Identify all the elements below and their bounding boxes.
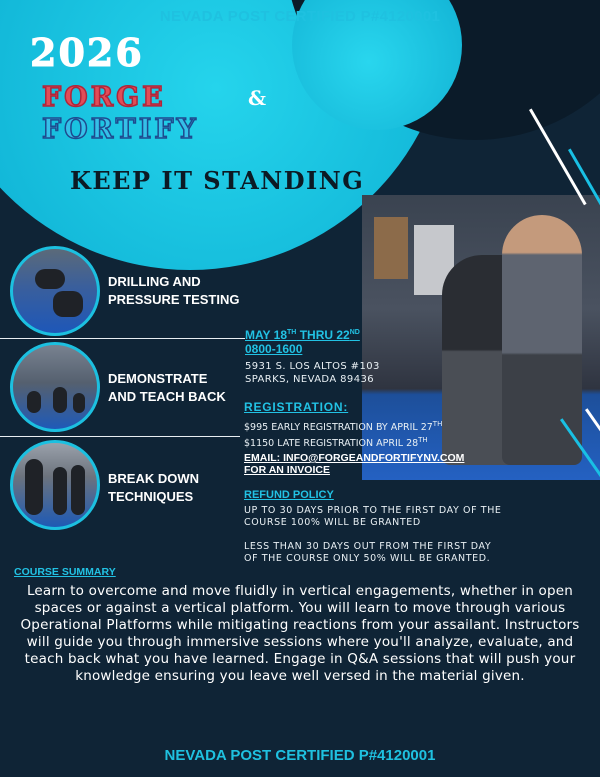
course-summary-heading: COURSE SUMMARY [14, 566, 116, 578]
photo-figure [53, 467, 67, 515]
event-dates [245, 328, 360, 356]
white-stripe-decoration [529, 109, 587, 206]
photo-figure [73, 393, 85, 413]
photo-figure [53, 291, 83, 317]
bottom-certification: NEVADA POST CERTIFIED P#4120001 [164, 747, 436, 764]
feature-break-down [108, 470, 199, 506]
event-time: 0800-1600 [245, 342, 303, 356]
feature-line: PRESSURE TESTING [108, 292, 240, 307]
photo-figure [35, 269, 65, 289]
tagline: KEEP IT STANDING [70, 166, 365, 195]
refund-policy-full: UP TO 30 DAYS PRIOR TO THE FIRST DAY OF THE COURSE 100% WILL BE GRANTED [244, 505, 502, 528]
registration-heading: REGISTRATION: [244, 400, 349, 414]
demonstrate-photo [10, 342, 100, 432]
photo-figure [71, 465, 85, 515]
refund-policy-partial: LESS THAN 30 DAYS OUT FROM THE FIRST DAY OF THE COURSE ONLY 50% WILL BE GRANTED. [244, 541, 492, 564]
break-down-photo [10, 440, 100, 530]
title-year: 2026 [30, 30, 144, 75]
photo-wall-panel [374, 217, 408, 279]
feature-line: DEMONSTRATE [108, 371, 208, 386]
late-registration: $1150 LATE REGISTRATION APRIL 28TH [244, 436, 428, 450]
contact-email[interactable] [244, 452, 464, 476]
course-summary-text: Learn to overcome and move fluidly in vertical engagements, whether in open spaces or against a vertical platform. You will learn to move through various Operational Platforms while mitigating reactions from your assailant. Instructors will guide you through immersive sessions where you'll analyze, evaluate, and teach back what you have learned. Engage in Q&A sessions that will push your knowledge ensuring you leave well versed in the material given. [20, 583, 580, 684]
feature-demonstrate [108, 370, 226, 406]
feature-line: TECHNIQUES [108, 489, 194, 504]
title-forge: FORGE [42, 82, 166, 113]
feature-line: AND TEACH BACK [108, 389, 226, 404]
event-address [245, 360, 380, 386]
separator-line [0, 338, 245, 339]
photo-figure [53, 387, 67, 413]
date-range: MAY 18TH THRU 22ND [245, 328, 360, 342]
drilling-photo [10, 246, 100, 336]
feature-line: DRILLING AND [108, 274, 201, 289]
photo-figure [25, 459, 43, 515]
photo-figure [27, 391, 41, 413]
early-registration: $995 EARLY REGISTRATION BY APRIL 27TH [244, 420, 443, 434]
invoice-line: FOR AN INVOICE [244, 464, 330, 476]
photo-instructor [502, 215, 582, 465]
top-certification: NEVADA POST CERTIFIED P#4120001 [159, 8, 441, 25]
separator-line [0, 436, 240, 437]
feature-line: BREAK DOWN [108, 471, 199, 486]
address-line2: SPARKS, NEVADA 89436 [245, 374, 374, 385]
email-line[interactable]: EMAIL: INFO@FORGEANDFORTIFYNV.COM [244, 452, 465, 464]
feature-drilling [108, 273, 239, 309]
refund-policy [244, 505, 504, 565]
registration-prices [244, 418, 442, 450]
title-ampersand: & [248, 86, 267, 110]
address-line1: 5931 S. LOS ALTOS #103 [245, 361, 380, 372]
refund-heading: REFUND POLICY [244, 489, 334, 501]
title-fortify: FORTIFY [42, 114, 199, 145]
